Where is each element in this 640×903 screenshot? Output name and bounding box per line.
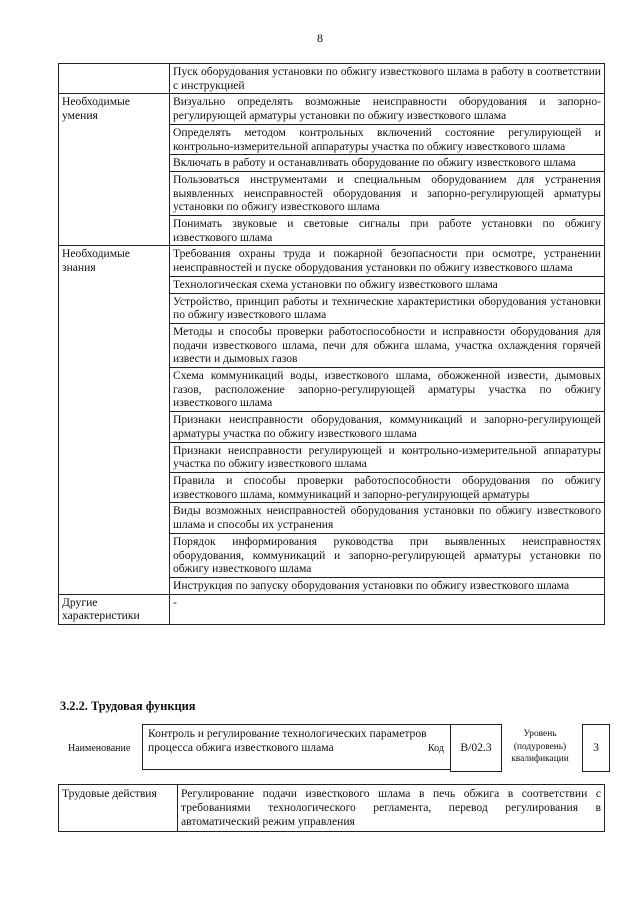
skills-label: Необходимые умения [59,94,170,246]
table-row [59,594,605,624]
function-level-box: 3 [582,724,610,772]
actions-label: Трудовые действия [59,785,178,832]
name-label: Наименование [68,743,131,754]
other-value: - [170,594,605,624]
knowledge-item: Правила и способы проверки работоспособности оборудования по обжигу известкового шлама, коммуникаций и запорно-регулирующей арматуры [170,472,605,502]
level-label: Уровень (подуровень) квалификации [511,729,569,764]
knowledge-item: Методы и способы проверки работоспособности и исправности оборудования для подачи известкового шлама, печи для обжига шлама, участка охлаждения горячей извести и дымовых газов [170,323,605,367]
requirements-table [58,63,605,625]
table-row [59,64,605,94]
skill-item: Включать в работу и останавливать оборудование по обжигу известкового шлама [170,155,605,172]
function-code-box: B/02.3 [450,724,502,772]
section-heading: 3.2.2. Трудовая функция [60,699,196,713]
other-label: Другие характеристики [59,594,170,624]
skill-item: Определять методом контрольных включений состояние регулирующей и контрольно-измерительной аппаратуры участка по обжигу известкового шлама [170,124,605,154]
continuation-item: Пуск оборудования установки по обжигу известкового шлама в работу в соответствии с инструкцией [170,64,605,94]
table-row [59,246,605,276]
actions-table [58,784,605,832]
knowledge-item: Признаки неисправности оборудования, коммуникаций и запорно-регулирующей арматуры участка по обжигу известкового шлама [170,412,605,442]
action-item: Регулирование подачи известкового шлама в печь обжига в соответствии с требованиями технологического регламента, перевод регулирования в автоматический режим управления [178,785,605,832]
knowledge-item: Порядок информирования руководства при выявленных неисправностях оборудования, коммуникаций и запорно-регулирующей арматуры установки по обжигу известкового шлама [170,533,605,577]
knowledge-item: Технологическая схема установки по обжигу известкового шлама [170,276,605,293]
table-row [59,785,605,832]
skill-item: Визуально определять возможные неисправности оборудования и запорно-регулирующей арматуры установки по обжигу известкового шлама [170,94,605,124]
skill-item: Пользоваться инструментами и специальным оборудованием для устранения выявленных неисправностей оборудования и запорно-регулирующей арматуры установки по обжигу известкового шлама [170,171,605,215]
knowledge-item: Инструкция по запуску оборудования установки по обжигу известкового шлама [170,577,605,594]
knowledge-item: Устройство, принцип работы и технические характеристики оборудования установки по обжигу известкового шлама [170,293,605,323]
knowledge-item: Схема коммуникаций воды, известкового шлама, обожженной извести, дымовых газов, расположение запорно-регулирующей арматуры участка по обжигу известкового шлама [170,368,605,412]
code-label: Код [428,743,444,754]
page-number: 8 [317,31,323,45]
skill-item: Понимать звуковые и световые сигналы при работе установки по обжигу известкового шлама [170,216,605,246]
function-header [60,723,610,773]
empty-label-cell [59,64,170,94]
knowledge-item: Признаки неисправности регулирующей и контрольно-измерительной аппаратуры участка по обжигу известкового шлама [170,442,605,472]
knowledge-label: Необходимые знания [59,246,170,594]
function-name-box: Контроль и регулирование технологических параметров процесса обжига известкового шлама [142,724,478,770]
knowledge-item: Виды возможных неисправностей оборудования установки по обжигу известкового шлама и способы их устранения [170,503,605,533]
knowledge-item: Требования охраны труда и пожарной безопасности при осмотре, устранении неисправностей и пуске оборудования установки по обжигу известкового шлама [170,246,605,276]
table-row [59,94,605,124]
